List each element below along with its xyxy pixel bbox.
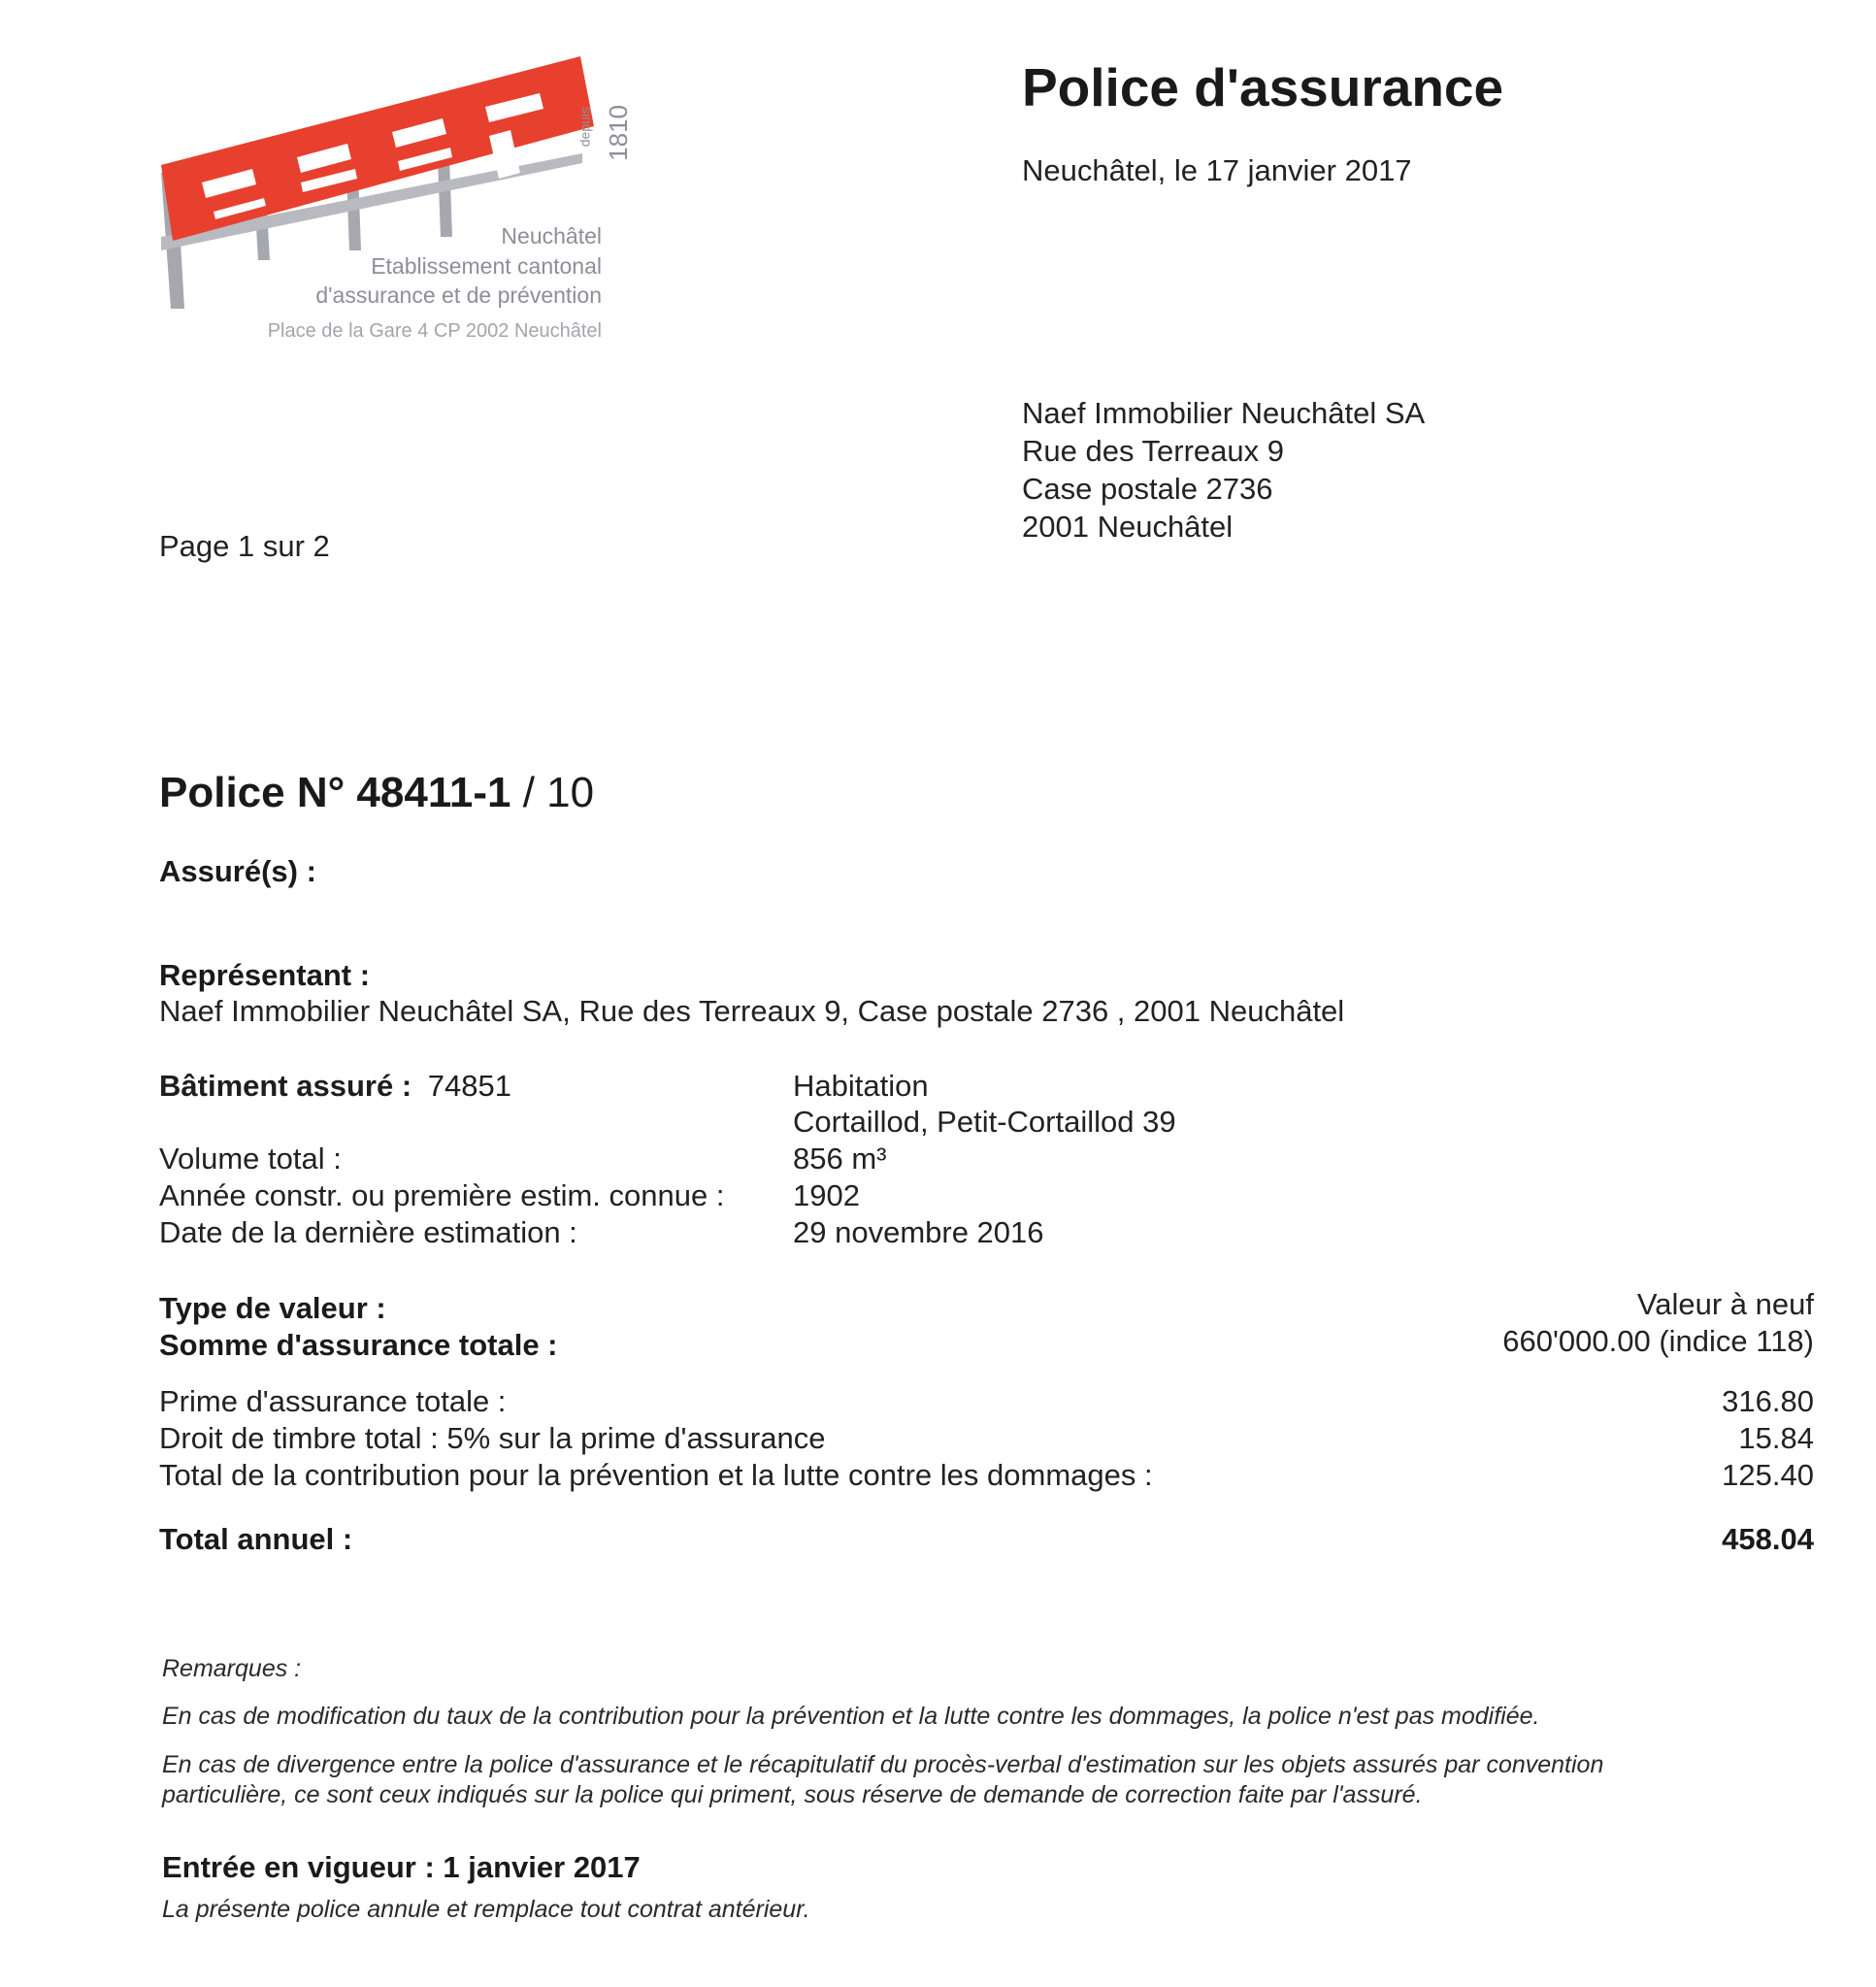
representative-value: Naef Immobilier Neuchâtel SA, Rue des Terreaux 9, Case postale 2736 , 2001 Neuchâtel — [159, 994, 1345, 1028]
insured-label: Assuré(s) : — [159, 854, 316, 888]
recipient-line: Case postale 2736 — [1022, 472, 1273, 506]
building-address: Cortaillod, Petit-Cortaillod 39 — [793, 1105, 1176, 1139]
policy-number-suffix: / 10 — [510, 769, 595, 816]
page-indicator: Page 1 sur 2 — [159, 529, 330, 563]
contribution-label: Total de la contribution pour la prévention et la lutte contre les dommages : — [159, 1458, 1153, 1492]
effective-note: La présente police annule et remplace tout contrat antérieur. — [162, 1896, 810, 1923]
volume-value: 856 m³ — [793, 1142, 887, 1176]
place-date: Neuchâtel, le 17 janvier 2017 — [1022, 153, 1412, 187]
logo-depuis: depuis — [576, 107, 592, 148]
logo-year: 1810 — [604, 105, 633, 161]
annual-total-value: 458.04 — [1722, 1522, 1814, 1556]
company-logo — [155, 47, 633, 342]
estimation-label: Date de la dernière estimation : — [159, 1215, 577, 1249]
year-value: 1902 — [793, 1178, 860, 1212]
remarks-line-1: En cas de modification du taux de la contribution pour la prévention et la lutte contre les dommages, la police n'est pas modifiée. — [162, 1703, 1540, 1730]
remarks-line-2a: En cas de divergence entre la police d'assurance et le récapitulatif du procès-verbal d'estimation sur les objets assurés par convention — [162, 1751, 1604, 1778]
logo-line1: Etablissement cantonal — [371, 253, 602, 279]
policy-number — [159, 769, 594, 817]
building-number: 74851 — [427, 1069, 511, 1103]
building-usage: Habitation — [793, 1069, 929, 1103]
logo-line2: d'assurance et de prévention — [315, 282, 602, 308]
logo-city: Neuchâtel — [501, 223, 602, 248]
stamp-duty-value: 15.84 — [1738, 1421, 1814, 1455]
recipient-line: Rue des Terreaux 9 — [1022, 434, 1284, 468]
sum-insured-value: 660'000.00 (indice 118) — [1502, 1324, 1814, 1358]
volume-label: Volume total : — [159, 1142, 342, 1176]
remarks-label: Remarques : — [162, 1655, 302, 1682]
estimation-value: 29 novembre 2016 — [793, 1215, 1044, 1249]
contribution-value: 125.40 — [1722, 1458, 1814, 1492]
policy-number-label: Police N° 48411-1 — [159, 769, 511, 816]
premium-label: Prime d'assurance totale : — [159, 1384, 507, 1418]
annual-total-label: Total annuel : — [159, 1522, 353, 1556]
building-label: Bâtiment assuré : — [159, 1069, 412, 1103]
remarks-line-2b: particulière, ce sont ceux indiqués sur la police qui priment, sous réserve de demande de correction faite par l'assuré. — [162, 1781, 1423, 1808]
stamp-duty-label: Droit de timbre total : 5% sur la prime d'assurance — [159, 1421, 826, 1455]
document-title: Police d'assurance — [1022, 57, 1504, 117]
recipient-address — [1022, 394, 1425, 546]
logo-address: Place de la Gare 4 CP 2002 Neuchâtel — [267, 320, 602, 342]
year-label: Année constr. ou première estim. connue : — [159, 1178, 725, 1212]
representative-label: Représentant : — [159, 958, 371, 992]
premium-value: 316.80 — [1722, 1384, 1814, 1418]
effective-date: Entrée en vigueur : 1 janvier 2017 — [162, 1850, 641, 1884]
building-label-row — [159, 1069, 511, 1104]
recipient-line: 2001 Neuchâtel — [1022, 510, 1234, 544]
value-type-label: Type de valeur : — [159, 1291, 386, 1325]
value-type-value: Valeur à neuf — [1636, 1287, 1814, 1321]
sum-insured-label: Somme d'assurance totale : — [159, 1328, 558, 1362]
recipient-line: Naef Immobilier Neuchâtel SA — [1022, 396, 1426, 430]
